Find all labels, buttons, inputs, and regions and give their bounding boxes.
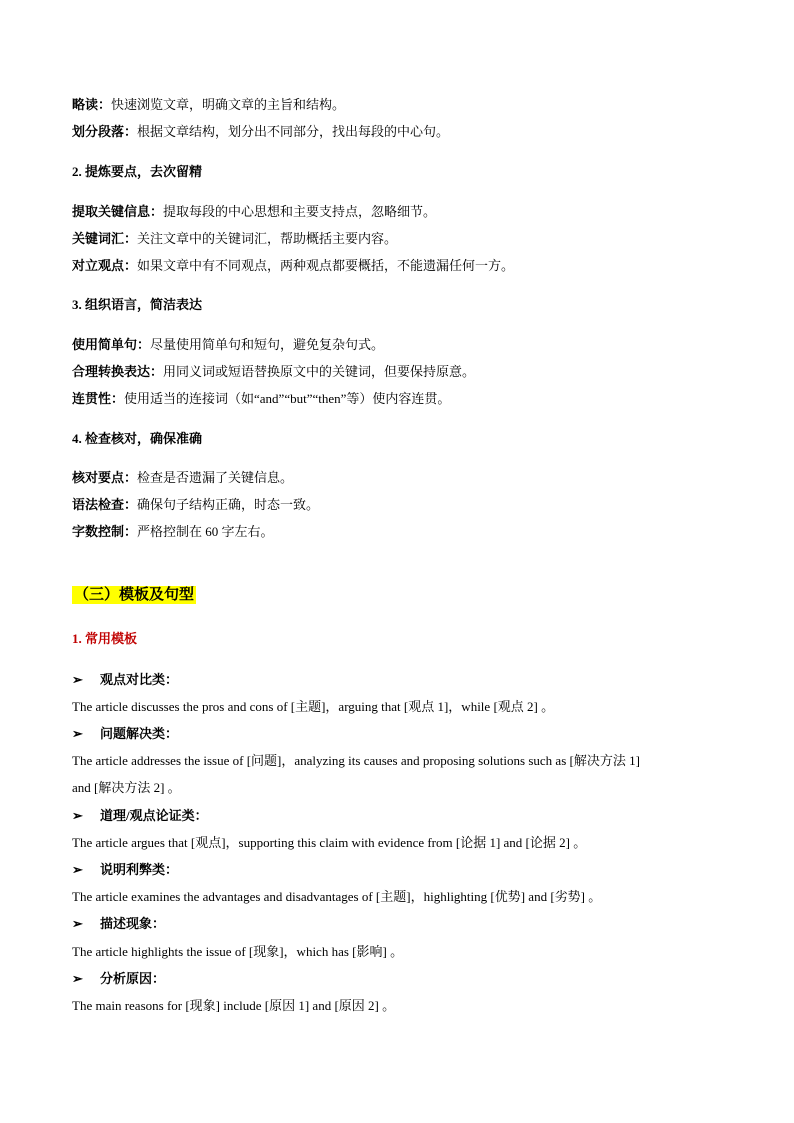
item-label: 略读：	[72, 97, 112, 112]
step1-item	[72, 123, 449, 141]
template-name-row	[72, 725, 178, 743]
item-label: 连贯性：	[72, 391, 125, 406]
arrow-bullet-icon: ➢	[72, 916, 83, 931]
step2-item	[72, 230, 397, 248]
template-name: 观点对比类：	[100, 672, 179, 687]
template-sentence-continued: and [解决方法 2] 。	[72, 780, 181, 795]
item-text: 严格控制在 60 字左右。	[137, 524, 274, 539]
template-name-row	[72, 671, 178, 689]
template-sentence: The article argues that [观点]，supporting this claim with evidence from [论据 1] and [论据 2] 。	[72, 835, 587, 850]
arrow-bullet-icon: ➢	[72, 808, 83, 823]
item-text: 快速浏览文章，明确文章的主旨和结构。	[111, 97, 346, 112]
arrow-bullet-icon: ➢	[72, 726, 83, 741]
step3-item	[72, 390, 450, 408]
section-title-wrapper	[72, 586, 196, 604]
template-name-row	[72, 915, 165, 933]
template-name: 分析原因：	[100, 971, 166, 986]
step4-item	[72, 496, 319, 514]
template-name: 道理/观点论证类：	[100, 808, 208, 823]
item-text: 用同义词或短语替换原文中的关键词，但要保持原意。	[163, 364, 476, 379]
template-name-row	[72, 807, 208, 825]
step4-item	[72, 469, 293, 487]
step2-heading: 2. 提炼要点，去次留精	[72, 164, 203, 179]
template-sentence: The article discusses the pros and cons of [主题]，arguing that [观点 1]，while [观点 2] 。	[72, 699, 555, 714]
template-name: 说明利弊类：	[100, 862, 179, 877]
item-label: 语法检查：	[72, 497, 138, 512]
item-label: 使用简单句：	[72, 337, 151, 352]
arrow-bullet-icon: ➢	[72, 862, 83, 877]
step2-item	[72, 257, 514, 275]
arrow-bullet-icon: ➢	[72, 672, 83, 687]
item-text: 根据文章结构，划分出不同部分，找出每段的中心句。	[137, 124, 450, 139]
step4-item	[72, 523, 274, 541]
arrow-bullet-icon: ➢	[72, 971, 83, 986]
step2-item	[72, 203, 436, 221]
template-sentence: The article highlights the issue of [现象]，which has [影响] 。	[72, 944, 404, 959]
item-label: 提取关键信息：	[72, 204, 164, 219]
item-text: 尽量使用简单句和短句，避免复杂句式。	[150, 337, 385, 352]
item-label: 字数控制：	[72, 524, 138, 539]
step3-heading: 3. 组织语言，简洁表达	[72, 297, 203, 312]
subheading-common-templates: 1. 常用模板	[72, 631, 138, 646]
item-label: 核对要点：	[72, 470, 138, 485]
item-label: 对立观点：	[72, 258, 138, 273]
template-sentence: The article examines the advantages and disadvantages of [主题]，highlighting [优势] and [劣势] 。	[72, 889, 602, 904]
item-text: 如果文章中有不同观点，两种观点都要概括，不能遗漏任何一方。	[137, 258, 515, 273]
item-text: 确保句子结构正确，时态一致。	[137, 497, 320, 512]
template-sentence: The article addresses the issue of [问题]，analyzing its causes and proposing solutions such as [解决方法 1]	[72, 753, 640, 768]
template-name-row	[72, 861, 178, 879]
item-text: 使用适当的连接词（如“and”“but”“then”等）使内容连贯。	[124, 391, 451, 406]
template-name: 描述现象：	[100, 916, 166, 931]
item-label: 关键词汇：	[72, 231, 138, 246]
item-text: 检查是否遗漏了关键信息。	[137, 470, 294, 485]
step3-item	[72, 363, 475, 381]
template-sentence: The main reasons for [现象] include [原因 1] and [原因 2] 。	[72, 998, 396, 1013]
item-text: 提取每段的中心思想和主要支持点，忽略细节。	[163, 204, 437, 219]
item-text: 关注文章中的关键词汇，帮助概括主要内容。	[137, 231, 398, 246]
item-label: 划分段落：	[72, 124, 138, 139]
step4-heading: 4. 检查核对，确保准确	[72, 431, 203, 446]
item-label: 合理转换表达：	[72, 364, 164, 379]
template-name-row	[72, 970, 165, 988]
template-name: 问题解决类：	[100, 726, 179, 741]
section-title: （三）模板及句型	[74, 587, 195, 603]
step3-item	[72, 336, 384, 354]
step1-item	[72, 96, 345, 114]
